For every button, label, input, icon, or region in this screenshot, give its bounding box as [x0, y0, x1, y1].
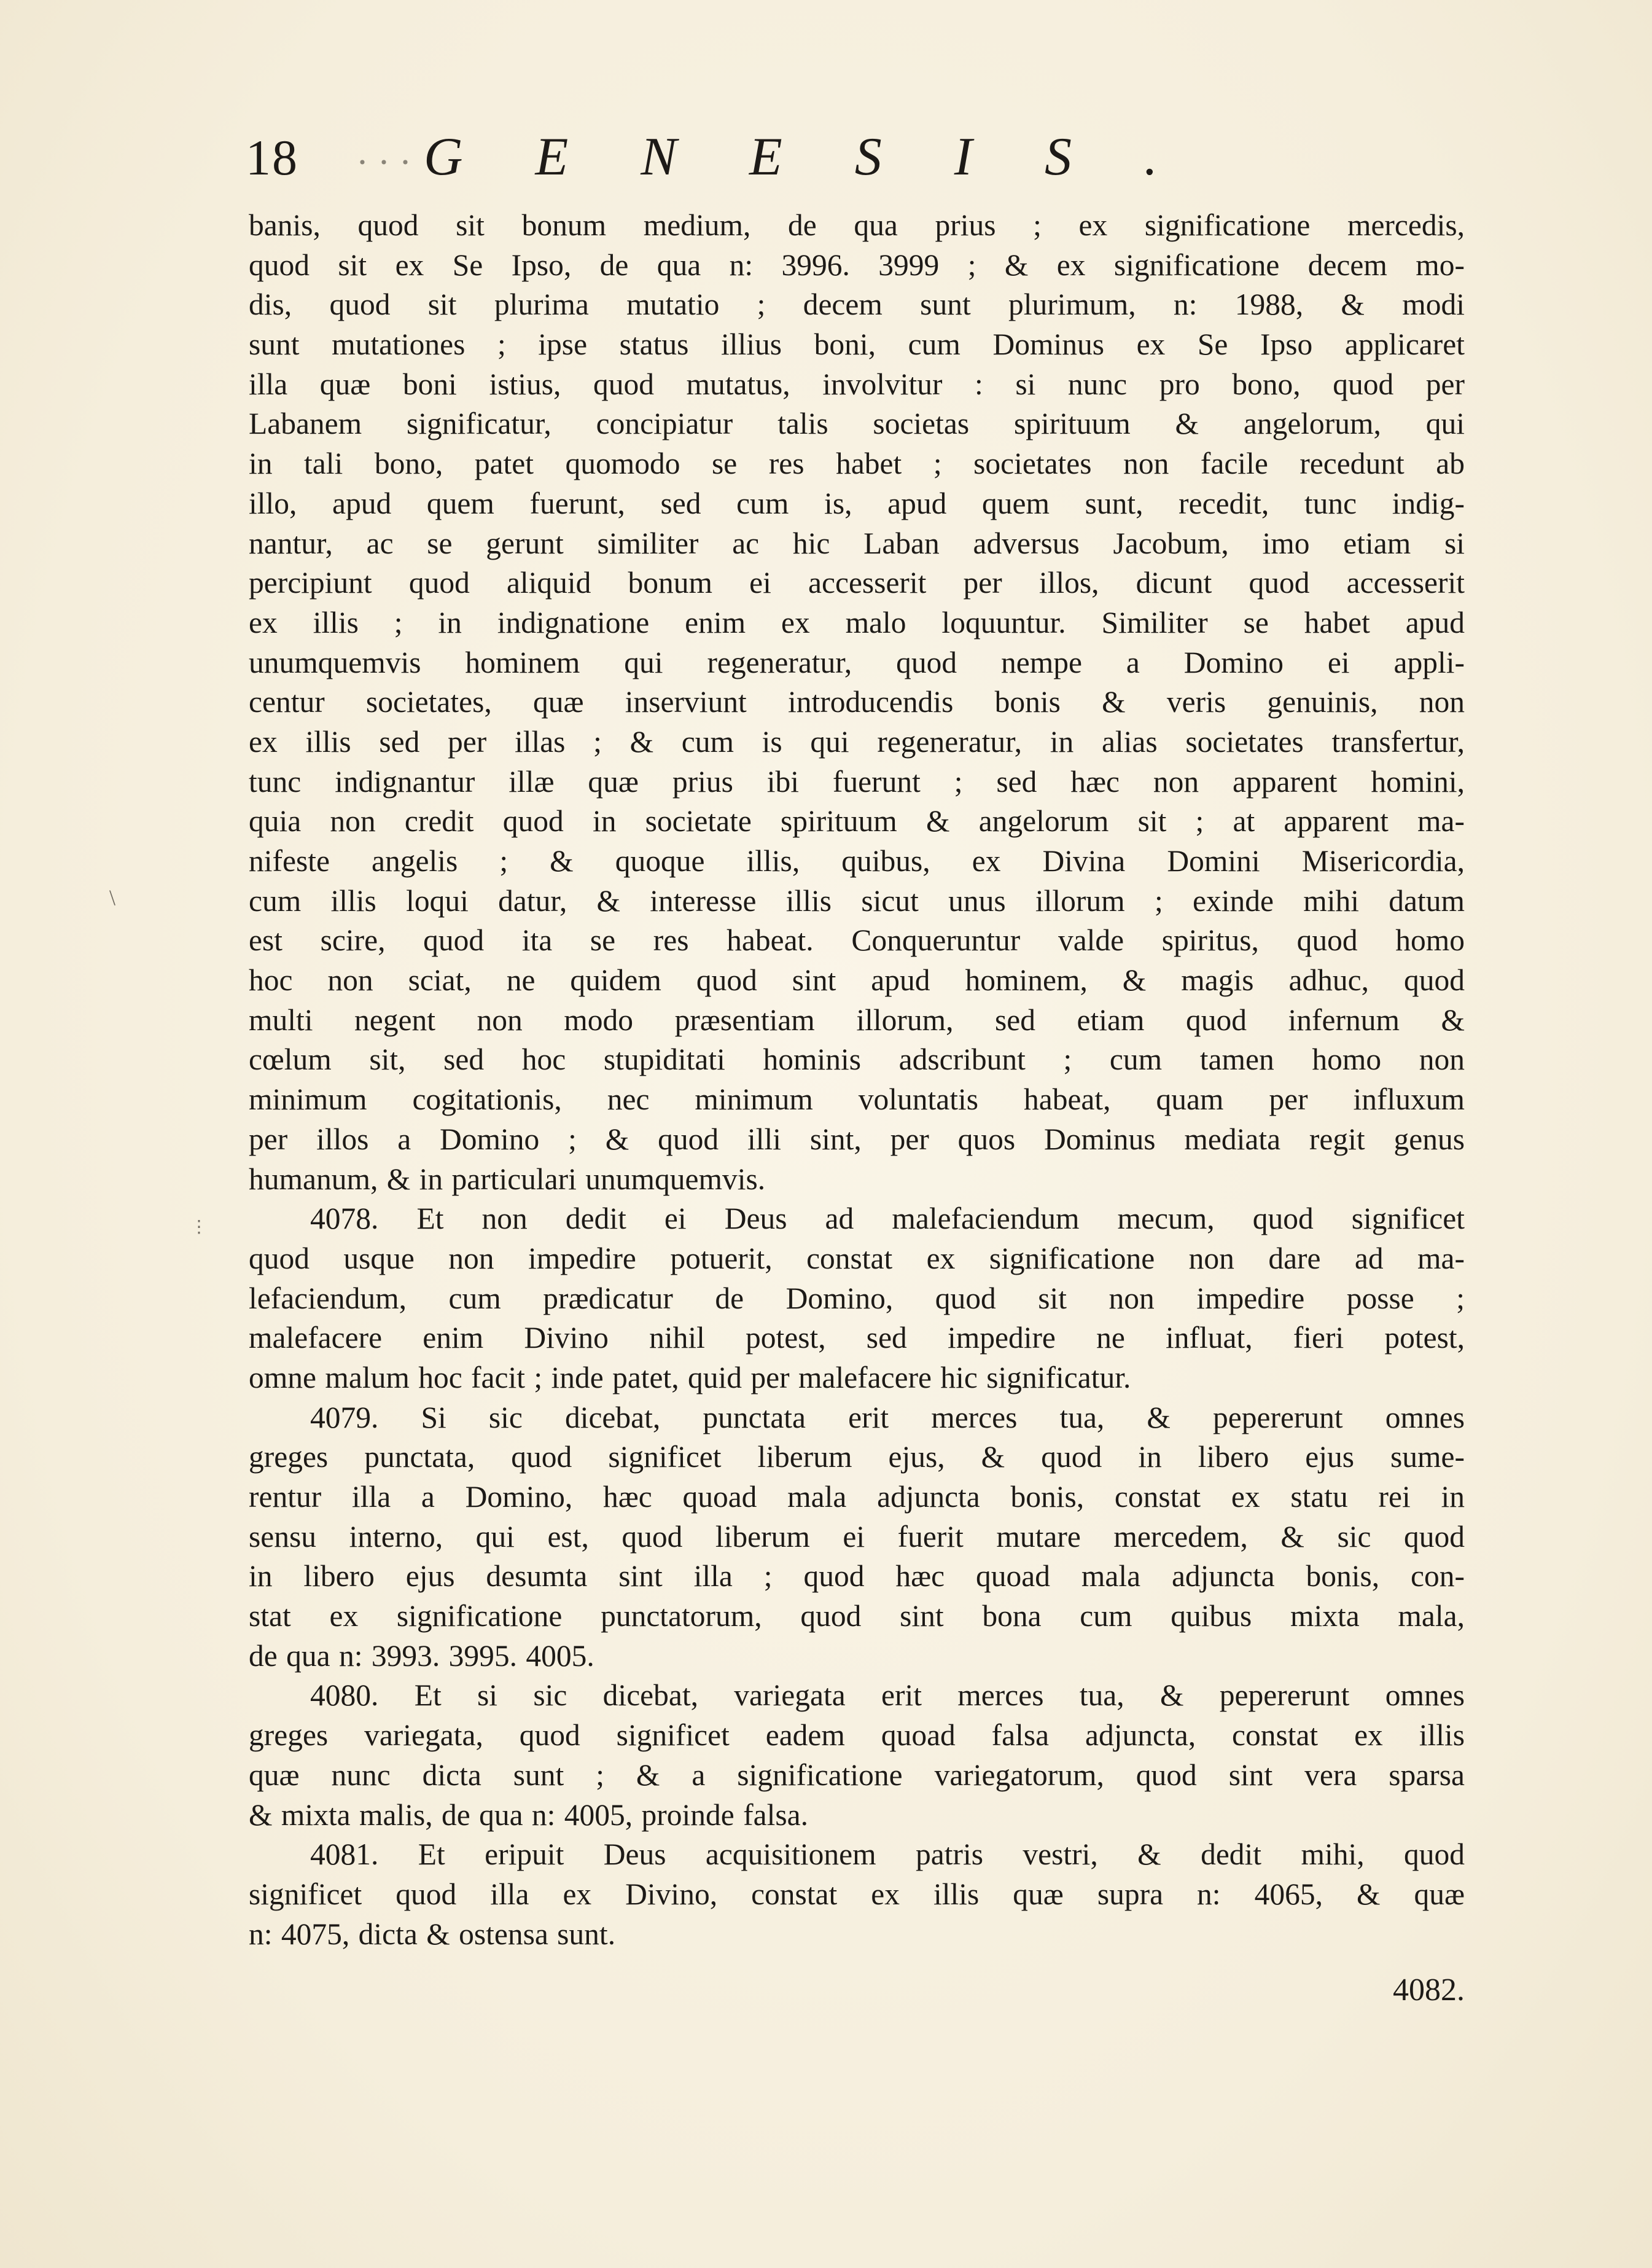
head-ornament: · · ·	[356, 142, 411, 182]
text-line: cum illis loqui datur, & interesse illis sicut unus illorum ; exinde mihi datum	[249, 883, 1465, 918]
text-line: humanum, & in particulari unumquemvis.	[249, 1162, 766, 1196]
text-line: dis, quod sit plurima mutatio ; decem sunt plurimum, n: 1988, & modi	[249, 287, 1465, 322]
paragraph-4080-start: 4080. Et si sic dicebat, variegata erit merces tua, & pepererunt omnes	[310, 1678, 1465, 1713]
text-line: per illos a Domino ; & quod illi sint, per quos Dominus mediata regit genus	[249, 1122, 1465, 1156]
text-line: ex illis sed per illas ; & cum is qui regeneratur, in alias societates transfertur,	[249, 724, 1465, 759]
text-line: quod usque non impedire potuerit, constat ex significatione non dare ad ma-	[249, 1241, 1465, 1275]
running-head	[246, 126, 1241, 194]
text-line: ex illis ; in indignatione enim ex malo loquuntur. Similiter se habet apud	[249, 605, 1465, 639]
paragraph-4078-start: 4078. Et non dedit ei Deus ad malefaciendum mecum, quod significet	[310, 1202, 1465, 1236]
text-line: illo, apud quem fuerunt, sed cum is, apud quem sunt, recedit, tunc indig-	[249, 486, 1465, 520]
text-line: quod sit ex Se Ipso, de qua n: 3996. 3999 ; & ex significatione decem mo-	[249, 248, 1465, 282]
text-line: omne malum hoc facit ; inde patet, quid per malefacere hic significatur.	[249, 1360, 1131, 1394]
text-line: n: 4075, dicta & ostensa sunt.	[249, 1917, 616, 1951]
text-line: malefacere enim Divino nihil potest, sed impedire ne influat, fieri potest,	[249, 1321, 1465, 1355]
text-line: greges punctata, quod significet liberum ejus, & quod in libero ejus sume-	[249, 1440, 1465, 1474]
book-title: GENESIS.	[424, 127, 1231, 187]
text-line: banis, quod sit bonum medium, de qua prius ; ex significatione mercedis,	[249, 208, 1465, 242]
paragraph-4079-start: 4079. Si sic dicebat, punctata erit merces tua, & pepererunt omnes	[310, 1400, 1465, 1434]
paragraph-4081-start: 4081. Et eripuit Deus acquisitionem patris vestri, & dedit mihi, quod	[310, 1837, 1465, 1872]
text-line: greges variegata, quod significet eadem quoad falsa adjuncta, constat ex illis	[249, 1718, 1465, 1753]
margin-mark: \	[109, 885, 116, 910]
text-line: rentur illa a Domino, hæc quoad mala adjuncta bonis, constat ex statu rei in	[249, 1480, 1465, 1514]
text-line: nifeste angelis ; & quoque illis, quibus, ex Divina Domini Misericordia,	[249, 844, 1465, 878]
text-line: in tali bono, patet quomodo se res habet ; societates non facile recedunt ab	[249, 447, 1465, 481]
text-line: percipiunt quod aliquid bonum ei accesserit per illos, dicunt quod accesserit	[249, 566, 1465, 600]
text-line: tunc indignantur illæ quæ prius ibi fuerunt ; sed hæc non apparent homini,	[249, 764, 1465, 799]
text-line: de qua n: 3993. 3995. 4005.	[249, 1638, 594, 1673]
body-text	[249, 206, 1465, 1954]
text-line: sunt mutationes ; ipse status illius boni, cum Dominus ex Se Ipso applicaret	[249, 327, 1465, 362]
text-line: unumquemvis hominem qui regeneratur, quod nempe a Domino ei appli-	[249, 645, 1465, 679]
text-line: Labanem significatur, concipiatur talis societas spirituum & angelorum, qui	[249, 407, 1465, 441]
page-number: 18	[246, 130, 298, 186]
text-line: illa quæ boni istius, quod mutatus, involvitur : si nunc pro bono, quod per	[249, 367, 1465, 401]
text-line: nantur, ac se gerunt similiter ac hic Laban adversus Jacobum, imo etiam si	[249, 526, 1465, 560]
text-line: lefaciendum, cum prædicatur de Domino, quod sit non impedire posse ;	[249, 1281, 1465, 1315]
text-line: minimum cogitationis, nec minimum voluntatis habeat, quam per influxum	[249, 1082, 1465, 1117]
text-line: quia non credit quod in societate spirituum & angelorum sit ; at apparent ma-	[249, 804, 1465, 839]
text-line: centur societates, quæ inserviunt introducendis bonis & veris genuinis, non	[249, 685, 1465, 719]
text-line: multi negent non modo præsentiam illorum, sed etiam quod infernum &	[249, 1003, 1465, 1037]
text-line: stat ex significatione punctatorum, quod sint bona cum quibus mixta mala,	[249, 1599, 1465, 1633]
text-line: cœlum sit, sed hoc stupiditati hominis adscribunt ; cum tamen homo non	[249, 1042, 1465, 1077]
text-line: & mixta malis, de qua n: 4005, proinde falsa.	[249, 1797, 808, 1832]
text-line: hoc non sciat, ne quidem quod sint apud hominem, & magis adhuc, quod	[249, 963, 1465, 998]
catchword: 4082.	[1393, 1973, 1465, 2008]
text-line: sensu interno, qui est, quod liberum ei fuerit mutare mercedem, & sic quod	[249, 1519, 1465, 1554]
text-line: significet quod illa ex Divino, constat ex illis quæ supra n: 4065, & quæ	[249, 1877, 1465, 1911]
text-line: est scire, quod ita se res habeat. Conqueruntur valde spiritus, quod homo	[249, 923, 1465, 958]
margin-dots: ⋮	[190, 1218, 208, 1237]
text-line: quæ nunc dicta sunt ; & a significatione variegatorum, quod sint vera sparsa	[249, 1758, 1465, 1792]
text-line: in libero ejus desumta sint illa ; quod hæc quoad mala adjuncta bonis, con-	[249, 1559, 1465, 1593]
